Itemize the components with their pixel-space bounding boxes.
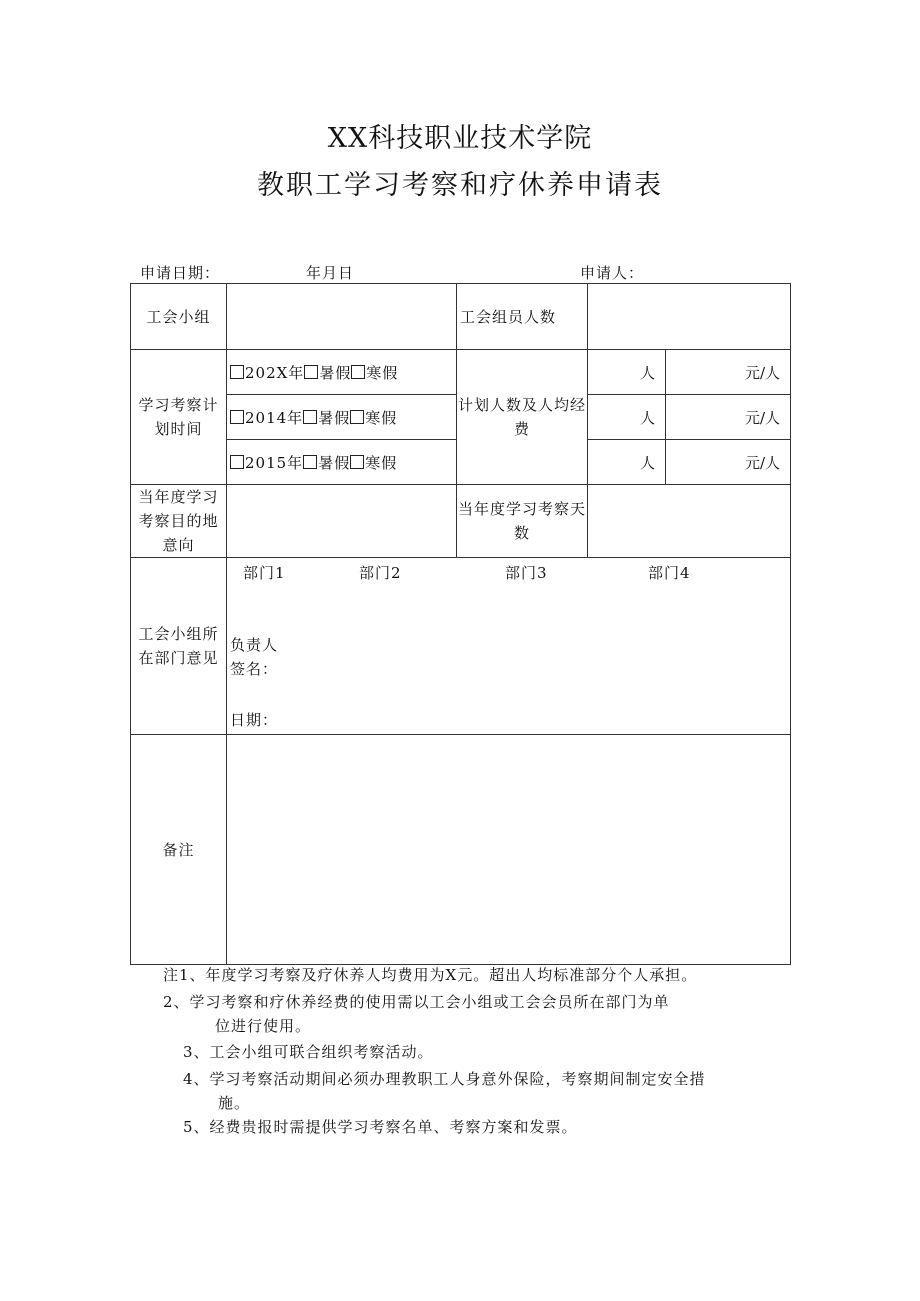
year-checkbox[interactable] [230, 410, 244, 424]
note-2-continued: 位进行使用。 [215, 1017, 312, 1035]
cost-unit: 元/人 [744, 453, 780, 472]
plan-time-label: 学习考察计划时间 [131, 350, 227, 485]
summer-option: 暑假 [318, 408, 351, 427]
summer-checkbox[interactable] [304, 365, 318, 379]
people-count-field[interactable] [588, 350, 666, 395]
union-group-label: 工会小组 [131, 284, 227, 350]
note-3: 3、工会小组可联合组织考察活动。 [183, 1043, 434, 1061]
winter-checkbox[interactable] [350, 455, 364, 469]
plan-row-3 [227, 440, 457, 485]
people-count-field[interactable] [588, 440, 666, 485]
year-checkbox[interactable] [230, 455, 244, 469]
plan-people-label: 计划人数及人均经费 [457, 350, 588, 485]
plan-year: 2015年 [245, 453, 304, 472]
note-4: 4、学习考察活动期间必须办理教职工人身意外保险，考察期间制定安全措 [183, 1070, 706, 1088]
union-member-count-field[interactable] [588, 284, 791, 350]
applicant-label: 申请人： [580, 264, 645, 282]
department-2: 部门2 [359, 564, 402, 582]
plan-year: 2014年 [245, 408, 304, 427]
destination-label: 当年度学习考察目的地意向 [131, 485, 227, 558]
winter-checkbox[interactable] [351, 365, 365, 379]
summer-option: 暑假 [318, 453, 351, 472]
dept-opinion-field[interactable] [227, 558, 791, 735]
plan-row-1 [227, 350, 457, 395]
people-count-field[interactable] [588, 395, 666, 440]
year-checkbox[interactable] [230, 365, 244, 379]
remarks-field[interactable] [227, 735, 791, 965]
plan-year: 202X年 [245, 363, 305, 382]
plan-row-2 [227, 395, 457, 440]
cost-unit: 元/人 [744, 363, 780, 382]
department-1: 部门1 [243, 564, 286, 582]
department-4: 部门4 [648, 564, 691, 582]
cost-field[interactable] [666, 440, 791, 485]
people-unit: 人 [639, 408, 655, 427]
destination-field[interactable] [227, 485, 457, 558]
application-form-table [130, 283, 791, 965]
winter-checkbox[interactable] [350, 410, 364, 424]
union-member-count-label: 工会组员人数 [457, 284, 588, 350]
signature-label: 签名： [230, 660, 279, 678]
summer-checkbox[interactable] [303, 455, 317, 469]
application-date-format: 年月日 [306, 264, 355, 282]
winter-option: 寒假 [365, 453, 398, 472]
cost-field[interactable] [666, 350, 791, 395]
dept-opinion-label: 工会小组所在部门意见 [131, 558, 227, 735]
institution-title: XX科技职业技术学院 [327, 123, 593, 154]
note-2: 2、学习考察和疗休养经费的使用需以工会小组或工会会员所在部门为单 [163, 993, 670, 1011]
winter-option: 寒假 [366, 363, 399, 382]
cost-unit: 元/人 [744, 408, 780, 427]
responsible-label: 负责人 [230, 636, 279, 654]
form-title: 教职工学习考察和疗休养申请表 [257, 170, 663, 201]
note-4-continued: 施。 [218, 1094, 251, 1112]
days-label: 当年度学习考察天数 [457, 485, 588, 558]
note-5: 5、经费贵报时需提供学习考察名单、考察方案和发票。 [183, 1118, 578, 1136]
sign-date-label: 日期： [230, 711, 279, 729]
people-unit: 人 [639, 363, 655, 382]
cost-field[interactable] [666, 395, 791, 440]
department-3: 部门3 [505, 564, 548, 582]
note-1: 注1、年度学习考察及疗休养人均费用为X元。超出人均标准部分个人承担。 [163, 966, 698, 984]
summer-option: 暑假 [319, 363, 352, 382]
union-group-field[interactable] [227, 284, 457, 350]
days-field[interactable] [588, 485, 791, 558]
summer-checkbox[interactable] [303, 410, 317, 424]
people-unit: 人 [639, 453, 655, 472]
winter-option: 寒假 [365, 408, 398, 427]
remarks-label: 备注 [131, 735, 227, 965]
application-date-label: 申请日期： [140, 264, 221, 282]
